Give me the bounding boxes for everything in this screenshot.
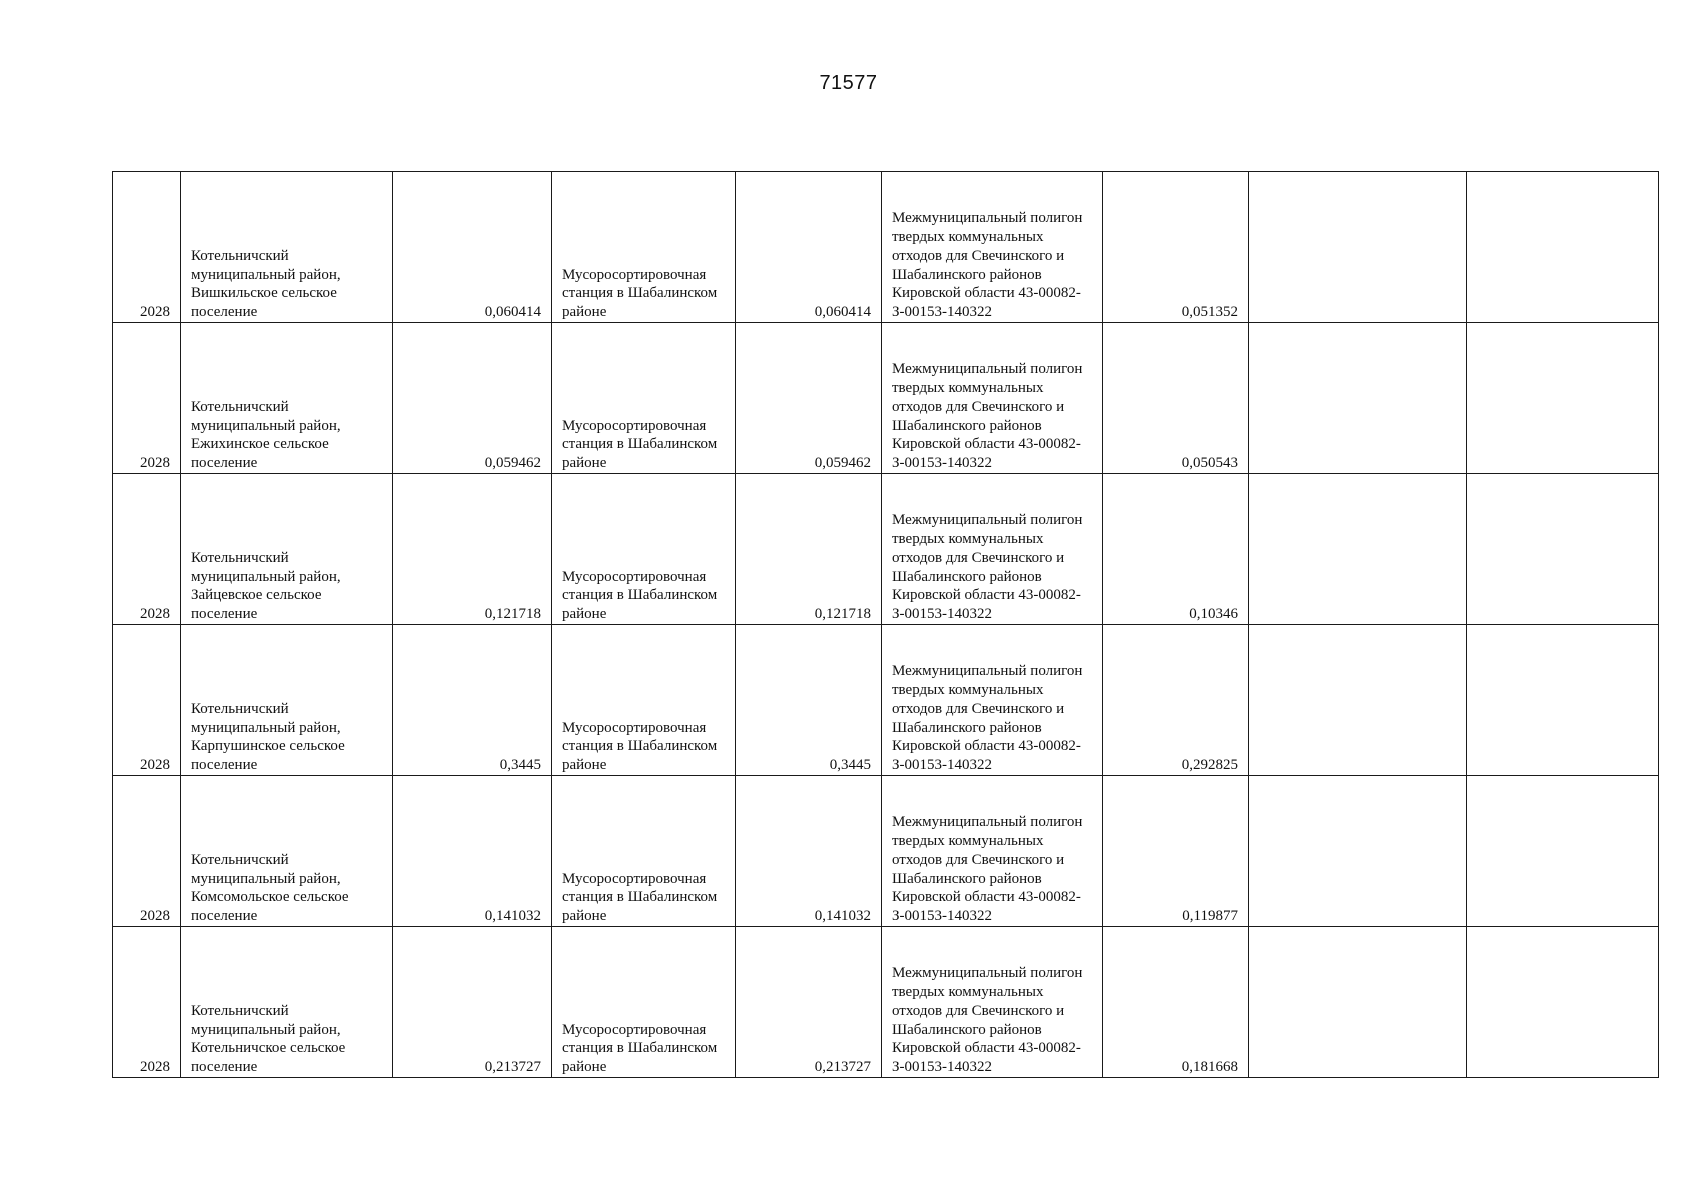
cell-amount: 0,3445 [393, 625, 552, 776]
cell-empty-col10 [1467, 776, 1659, 927]
cell-landfill-amount: 0,119877 [1103, 776, 1249, 927]
cell-facility-amount: 0,141032 [736, 776, 882, 927]
cell-amount: 0,059462 [393, 323, 552, 474]
table-body [113, 172, 1659, 1078]
cell-landfill: Межмуниципальный полигон твердых коммунальных отходов для Свечинского и Шабалинского районов Кировской области 43-00082-З-00153-140322 [882, 172, 1103, 323]
cell-year: 2028 [113, 323, 181, 474]
cell-source: Котельничский муниципальный район, Котельничское сельское поселение [181, 927, 393, 1078]
cell-landfill-amount: 0,181668 [1103, 927, 1249, 1078]
cell-landfill-amount: 0,292825 [1103, 625, 1249, 776]
cell-amount: 0,060414 [393, 172, 552, 323]
cell-source: Котельничский муниципальный район, Карпушинское сельское поселение [181, 625, 393, 776]
cell-amount: 0,213727 [393, 927, 552, 1078]
cell-amount: 0,141032 [393, 776, 552, 927]
table-row [113, 323, 1659, 474]
cell-facility-amount: 0,121718 [736, 474, 882, 625]
waste-flow-table [112, 171, 1659, 1078]
cell-source: Котельничский муниципальный район, Зайцевское сельское поселение [181, 474, 393, 625]
cell-landfill: Межмуниципальный полигон твердых коммунальных отходов для Свечинского и Шабалинского районов Кировской области 43-00082-З-00153-140322 [882, 625, 1103, 776]
cell-landfill: Межмуниципальный полигон твердых коммунальных отходов для Свечинского и Шабалинского районов Кировской области 43-00082-З-00153-140322 [882, 776, 1103, 927]
cell-empty-col10 [1467, 927, 1659, 1078]
cell-empty-col9 [1249, 172, 1467, 323]
cell-empty-col10 [1467, 625, 1659, 776]
cell-source: Котельничский муниципальный район, Вишкильское сельское поселение [181, 172, 393, 323]
cell-landfill-amount: 0,051352 [1103, 172, 1249, 323]
cell-facility: Мусоросортировочная станция в Шабалинском районе [552, 474, 736, 625]
cell-facility-amount: 0,060414 [736, 172, 882, 323]
cell-amount: 0,121718 [393, 474, 552, 625]
table-row [113, 927, 1659, 1078]
table-row [113, 776, 1659, 927]
cell-facility: Мусоросортировочная станция в Шабалинском районе [552, 776, 736, 927]
cell-empty-col9 [1249, 625, 1467, 776]
cell-landfill: Межмуниципальный полигон твердых коммунальных отходов для Свечинского и Шабалинского районов Кировской области 43-00082-З-00153-140322 [882, 927, 1103, 1078]
cell-empty-col9 [1249, 474, 1467, 625]
cell-year: 2028 [113, 172, 181, 323]
cell-year: 2028 [113, 474, 181, 625]
cell-landfill: Межмуниципальный полигон твердых коммунальных отходов для Свечинского и Шабалинского районов Кировской области 43-00082-З-00153-140322 [882, 323, 1103, 474]
table-row [113, 474, 1659, 625]
cell-empty-col9 [1249, 927, 1467, 1078]
page-number: 71577 [819, 72, 878, 94]
cell-landfill: Межмуниципальный полигон твердых коммунальных отходов для Свечинского и Шабалинского районов Кировской области 43-00082-З-00153-140322 [882, 474, 1103, 625]
cell-source: Котельничский муниципальный район, Ежихинское сельское поселение [181, 323, 393, 474]
cell-source: Котельничский муниципальный район, Комсомольское сельское поселение [181, 776, 393, 927]
cell-empty-col9 [1249, 776, 1467, 927]
cell-facility: Мусоросортировочная станция в Шабалинском районе [552, 323, 736, 474]
cell-landfill-amount: 0,050543 [1103, 323, 1249, 474]
cell-facility-amount: 0,059462 [736, 323, 882, 474]
cell-year: 2028 [113, 625, 181, 776]
cell-facility-amount: 0,3445 [736, 625, 882, 776]
cell-empty-col10 [1467, 172, 1659, 323]
cell-empty-col10 [1467, 323, 1659, 474]
cell-year: 2028 [113, 927, 181, 1078]
cell-year: 2028 [113, 776, 181, 927]
cell-landfill-amount: 0,10346 [1103, 474, 1249, 625]
cell-facility-amount: 0,213727 [736, 927, 882, 1078]
cell-facility: Мусоросортировочная станция в Шабалинском районе [552, 927, 736, 1078]
cell-empty-col9 [1249, 323, 1467, 474]
cell-empty-col10 [1467, 474, 1659, 625]
cell-facility: Мусоросортировочная станция в Шабалинском районе [552, 172, 736, 323]
table-row [113, 172, 1659, 323]
table-row [113, 625, 1659, 776]
cell-facility: Мусоросортировочная станция в Шабалинском районе [552, 625, 736, 776]
